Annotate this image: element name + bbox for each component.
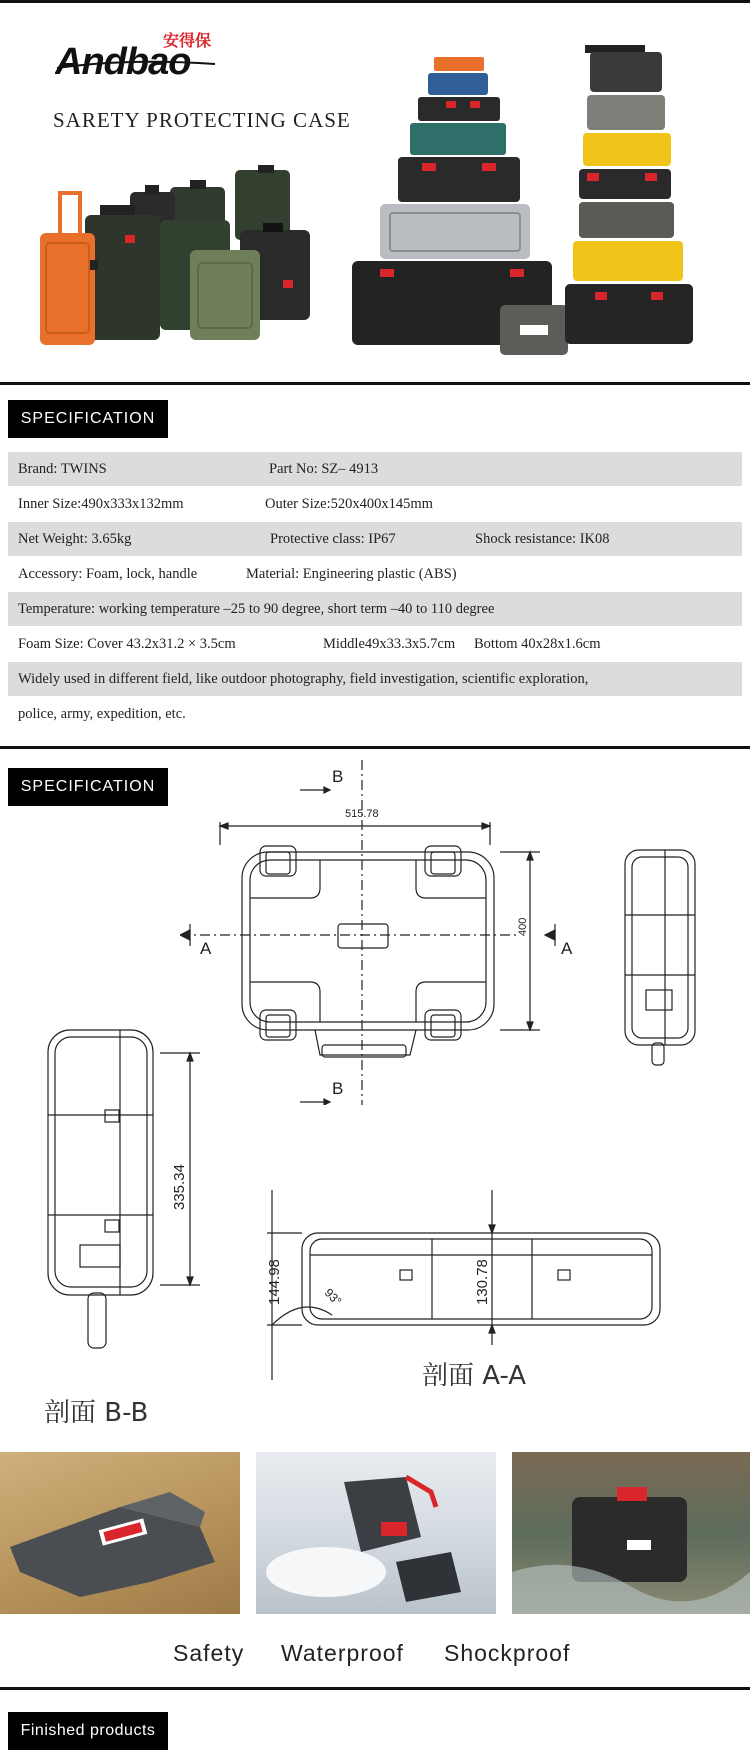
- part-number-value: Part No: SZ– 4913: [269, 461, 379, 477]
- specification-label-2: SPECIFICATION: [8, 768, 168, 806]
- andbao-logo: [55, 30, 245, 90]
- section-aa-title: 剖面 A-A: [422, 1361, 527, 1391]
- dim-side-height: 335.34: [171, 1164, 188, 1210]
- spec-row-accessory: [8, 557, 742, 591]
- top-rule: [0, 0, 750, 3]
- temperature-value: Temperature: working temperature –25 to 90 degree, short term –40 to 110 degree: [18, 601, 495, 617]
- spec-row-size: [8, 487, 742, 521]
- dim-inner-height: 130.78: [474, 1259, 491, 1305]
- marker-a-right: A: [561, 939, 573, 958]
- safety-photo: [0, 1452, 240, 1614]
- spec-row-temperature: [8, 592, 742, 626]
- specification-label: SPECIFICATION: [8, 400, 168, 438]
- spec-row-weight: [8, 522, 742, 556]
- svg-text:安得保: 安得保: [163, 31, 212, 50]
- stacked-cases-right-image: [565, 40, 695, 355]
- material-value: Material: Engineering plastic (ABS): [246, 566, 457, 582]
- finished-products-label: Finished products: [8, 1712, 168, 1750]
- luggage-cases-image: [40, 165, 340, 350]
- dim-top-width: 515.78: [345, 808, 379, 820]
- caption-safety: Safety: [173, 1640, 245, 1666]
- waterproof-photo: [256, 1452, 496, 1614]
- tagline: SAREТY PROTECTING CASE: [53, 108, 351, 132]
- foam-bottom-value: Bottom 40x28x1.6cm: [474, 636, 601, 652]
- foam-middle-value: Middle49x33.3x5.7cm: [323, 636, 456, 652]
- inner-size-value: Inner Size:490x333x132mm: [18, 496, 184, 512]
- spec-row-brand: [8, 452, 742, 486]
- dim-angle: 93°: [321, 1285, 345, 1309]
- dim-top-height: 400: [517, 917, 529, 936]
- section-bb-title: 剖面 B-B: [44, 1398, 149, 1428]
- section-divider: [0, 1687, 750, 1690]
- dim-section-height: 144.98: [266, 1259, 283, 1305]
- spec-row-usage-cont: [8, 697, 742, 731]
- section-divider: [0, 382, 750, 385]
- section-divider: [0, 746, 750, 749]
- usage-value-cont: police, army, expedition, etc.: [18, 706, 186, 722]
- usage-value: Widely used in different field, like outdoor photography, field investigation, scientific exploration,: [18, 671, 589, 687]
- accessory-value: Accessory: Foam, lock, handle: [18, 566, 198, 582]
- brand-value: Brand: TWINS: [18, 461, 107, 477]
- marker-a-left: A: [200, 939, 212, 958]
- caption-waterproof: Waterproof: [281, 1640, 404, 1666]
- stacked-cases-image: [350, 55, 570, 355]
- foam-cover-value: Foam Size: Cover 43.2x31.2 × 3.5cm: [18, 636, 236, 652]
- marker-b-bottom: B: [332, 1079, 344, 1098]
- side-view-drawing: [620, 845, 700, 1070]
- shockproof-photo: [512, 1452, 750, 1614]
- section-aa-drawing: [262, 1185, 682, 1380]
- protective-class-value: Protective class: IP67: [270, 531, 396, 547]
- svg-text:Andbao: Andbao: [55, 41, 191, 83]
- caption-shockproof: Shockproof: [444, 1640, 571, 1666]
- marker-b-top: B: [332, 767, 344, 786]
- spec-row-foam: [8, 627, 742, 661]
- net-weight-value: Net Weight: 3.65kg: [18, 531, 132, 547]
- outer-size-value: Outer Size:520x400x145mm: [265, 496, 433, 512]
- shock-resistance-value: Shock resistance: IK08: [475, 531, 610, 547]
- spec-row-usage: [8, 662, 742, 696]
